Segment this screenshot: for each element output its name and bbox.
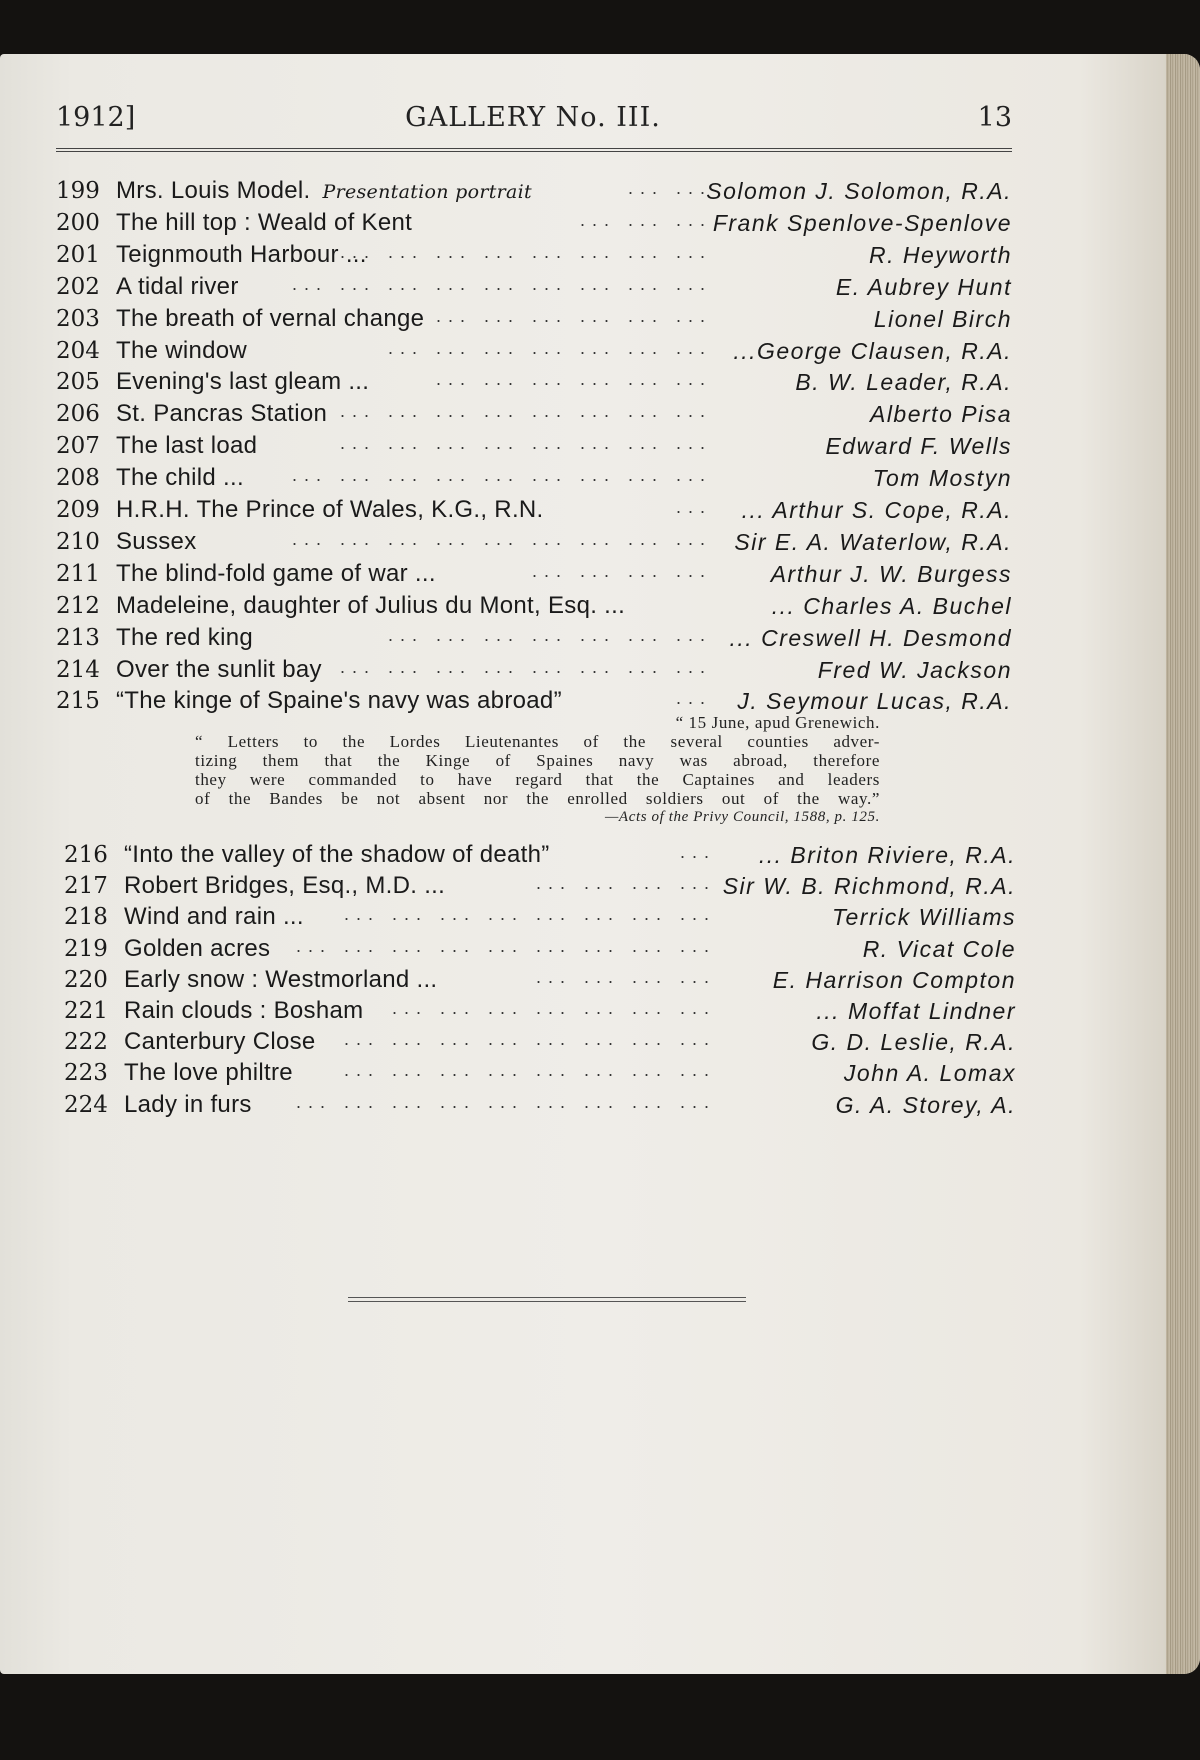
entry-title: The breath of vernal change — [116, 304, 425, 332]
entry-number: 202 — [56, 273, 100, 300]
entry-artist: E. Aubrey Hunt — [835, 273, 1012, 300]
entry-artist: B. W. Leader, R.A. — [795, 369, 1012, 396]
leader-dots: ... ... ... ... ... ... ... ... — [339, 656, 712, 677]
entry-number: 203 — [56, 305, 100, 332]
entry-title: “Into the valley of the shadow of death” — [124, 841, 550, 868]
entry-number: 219 — [64, 935, 108, 962]
entry-number: 224 — [64, 1091, 108, 1118]
quotation-note — [195, 713, 880, 827]
entry-title: Sussex — [116, 527, 197, 555]
entry-title: H.R.H. The Prince of Wales, K.G., R.N. — [116, 496, 544, 523]
leader-dots: ... ... ... ... — [535, 873, 716, 894]
entry-number: 223 — [64, 1060, 108, 1087]
catalogue-entry — [56, 338, 1012, 370]
leader-dots: ... ... ... ... ... ... ... — [387, 624, 712, 645]
catalogue-entry — [64, 936, 1016, 968]
entry-number: 204 — [56, 337, 100, 364]
entry-artist: G. A. Storey, A. — [835, 1091, 1016, 1118]
entry-number: 208 — [56, 465, 100, 492]
entry-number: 216 — [64, 842, 108, 868]
leader-dots: ... ... — [627, 178, 712, 198]
catalogue-entry — [56, 465, 1012, 497]
catalogue-entry — [56, 210, 1012, 242]
quote-dateline: “ 15 June, apud Grenewich. — [675, 713, 880, 732]
entry-note: Presentation portrait — [322, 181, 532, 203]
entry-title: Lady in furs — [124, 1090, 252, 1118]
entry-number: 207 — [56, 433, 100, 460]
catalogue-entry — [56, 497, 1012, 529]
entry-title: The blind-fold game of war ... — [116, 559, 436, 587]
leader-dots: ... ... ... — [579, 209, 712, 230]
entry-title: Rain clouds : Bosham — [124, 997, 364, 1024]
entry-artist: J. Seymour Lucas, R.A. — [737, 688, 1012, 715]
entry-title: “The kinge of Spaine's navy was abroad” — [116, 687, 562, 715]
entry-number: 200 — [56, 209, 100, 236]
catalogue-entry — [56, 593, 1012, 625]
quote-line: “ Letters to the Lordes Lieutenantes of the several counties adver- — [195, 732, 880, 751]
entry-artist: John A. Lomax — [843, 1060, 1016, 1087]
entry-artist: Lionel Birch — [873, 305, 1012, 332]
entry-title: Golden acres — [124, 934, 271, 962]
catalogue-entry — [56, 657, 1012, 689]
entry-artist: Frank Spenlove-Spenlove — [712, 209, 1012, 236]
quote-source: —Acts of the Privy Council, 1588, p. 125. — [605, 809, 880, 825]
page-number: 13 — [977, 102, 1012, 133]
entry-title: St. Pancras Station — [116, 400, 328, 428]
catalogue-entry — [56, 625, 1012, 657]
catalogue-entry — [64, 967, 1016, 999]
entry-title: Madeleine, daughter of Julius du Mont, Esq. ... — [116, 591, 626, 619]
leader-dots: ... ... ... ... ... ... ... ... ... — [295, 935, 716, 956]
leader-dots: ... — [675, 688, 712, 709]
entry-artist: ... Moffat Lindner — [816, 998, 1016, 1024]
entry-title: The red king — [116, 623, 254, 651]
entry-artist: ... Briton Riviere, R.A. — [758, 842, 1016, 868]
entry-title: Canterbury Close — [124, 1028, 316, 1056]
leader-dots: ... ... ... ... ... ... ... ... ... — [291, 528, 712, 549]
entry-number: 209 — [56, 497, 100, 523]
entry-artist: Tom Mostyn — [872, 465, 1012, 492]
header-rule — [56, 148, 1012, 152]
entry-title: A tidal river — [116, 272, 239, 300]
entry-artist: Fred W. Jackson — [817, 656, 1012, 683]
catalogue-entry — [64, 1029, 1016, 1061]
entry-title: Evening's last gleam ... — [116, 368, 370, 396]
entry-number: 220 — [64, 966, 108, 993]
entry-artist: ... Charles A. Buchel — [771, 592, 1012, 619]
entry-artist: R. Heyworth — [868, 241, 1012, 268]
entry-artist: Sir W. B. Richmond, R.A. — [722, 873, 1016, 900]
leader-dots: ... ... ... ... ... ... — [435, 305, 712, 326]
catalogue-entry — [56, 369, 1012, 401]
entry-title: Early snow : Westmorland ... — [124, 965, 438, 993]
quote-line: they were commanded to have regard that the Captaines and leaders — [195, 770, 880, 789]
entry-number: 210 — [56, 528, 100, 555]
entry-title: Wind and rain ... — [124, 903, 304, 931]
entry-number: 215 — [56, 688, 100, 715]
catalogue-entry — [64, 1092, 1016, 1124]
entry-title: The last load — [116, 432, 258, 460]
entry-artist: ... Arthur S. Cope, R.A. — [741, 497, 1012, 523]
entry-artist: ...George Clausen, R.A. — [733, 337, 1012, 364]
entry-number: 214 — [56, 656, 100, 683]
leader-dots: ... ... ... ... ... ... ... ... ... — [291, 273, 712, 294]
leader-dots: ... ... ... ... ... ... ... ... — [343, 1029, 716, 1050]
entry-artist: Sir E. A. Waterlow, R.A. — [734, 528, 1012, 555]
entry-artist: Edward F. Wells — [825, 433, 1012, 460]
entry-artist: Terrick Williams — [832, 904, 1016, 931]
entry-number: 205 — [56, 369, 100, 396]
catalogue-entry — [64, 842, 1016, 874]
entry-artist: E. Harrison Compton — [772, 966, 1016, 993]
catalogue-entry — [64, 904, 1016, 936]
entry-number: 222 — [64, 1029, 108, 1056]
entry-artist: Alberto Pisa — [869, 401, 1012, 428]
catalogue-entry — [56, 178, 1012, 210]
leader-dots: ... ... ... ... ... ... ... ... — [339, 401, 712, 422]
leader-dots: ... ... ... ... ... ... ... ... ... — [295, 1091, 716, 1112]
entry-artist: ... Creswell H. Desmond — [729, 624, 1012, 651]
leader-dots: ... ... ... ... — [535, 966, 716, 987]
leader-dots: ... ... ... ... ... ... ... — [391, 998, 716, 1018]
leader-dots: ... — [679, 842, 716, 862]
catalogue-entry — [56, 274, 1012, 306]
entry-number: 221 — [64, 998, 108, 1024]
page-edges — [1166, 54, 1200, 1674]
catalogue-entry — [56, 242, 1012, 274]
leader-dots: ... ... ... ... — [531, 560, 712, 581]
entry-title: Over the sunlit bay — [116, 655, 322, 683]
quote-line: tizing them that the Kinge of Spaines navy was abroad, therefore — [195, 751, 880, 770]
end-rule — [348, 1297, 746, 1302]
leader-dots: ... ... ... ... ... ... ... ... — [339, 241, 712, 262]
catalogue-entry — [56, 433, 1012, 465]
leader-dots: ... — [675, 497, 712, 517]
entry-artist: R. Vicat Cole — [862, 935, 1016, 962]
catalogue-entry — [64, 998, 1016, 1030]
catalogue-entry — [56, 529, 1012, 561]
catalogue-entry — [64, 1060, 1016, 1092]
entry-title: The love philtre — [124, 1059, 293, 1087]
entry-number: 201 — [56, 241, 100, 268]
entry-title: The hill top : Weald of Kent — [116, 208, 413, 236]
catalogue-entry — [56, 401, 1012, 433]
entry-number: 212 — [56, 592, 100, 619]
entry-title: The window — [116, 336, 248, 364]
entry-artist: Arthur J. W. Burgess — [770, 560, 1012, 587]
entry-artist: G. D. Leslie, R.A. — [811, 1029, 1016, 1056]
entry-title: Teignmouth Harbour ... — [116, 240, 367, 268]
entry-title: The child ... — [116, 464, 244, 492]
leader-dots: ... ... ... ... ... ... ... ... ... — [291, 465, 712, 486]
leader-dots: ... ... ... ... ... ... ... ... — [343, 904, 716, 925]
entry-artist: Solomon J. Solomon, R.A. — [706, 178, 1012, 204]
leader-dots: ... ... ... ... ... ... — [435, 369, 712, 390]
entry-number: 213 — [56, 624, 100, 651]
entry-number: 217 — [64, 873, 108, 900]
entry-title: Mrs. Louis Model. Presentation portrait — [116, 177, 532, 204]
running-head-title: GALLERY No. III. — [405, 102, 661, 133]
entry-title: Robert Bridges, Esq., M.D. ... — [124, 872, 446, 900]
entry-number: 199 — [56, 178, 100, 204]
running-head-year: 1912] — [56, 102, 136, 133]
catalogue-entry — [56, 561, 1012, 593]
entry-number: 218 — [64, 904, 108, 931]
entry-number: 211 — [56, 560, 100, 587]
catalogue-entry — [64, 873, 1016, 905]
leader-dots: ... ... ... ... ... ... ... — [387, 337, 712, 358]
leader-dots: ... ... ... ... ... ... ... ... — [339, 433, 712, 454]
leader-dots: ... ... ... ... ... ... ... ... — [343, 1060, 716, 1081]
catalogue-entry — [56, 306, 1012, 338]
entry-number: 206 — [56, 401, 100, 428]
quote-line: of the Bandes be not absent nor the enrolled soldiers out of the way.” — [195, 789, 880, 808]
